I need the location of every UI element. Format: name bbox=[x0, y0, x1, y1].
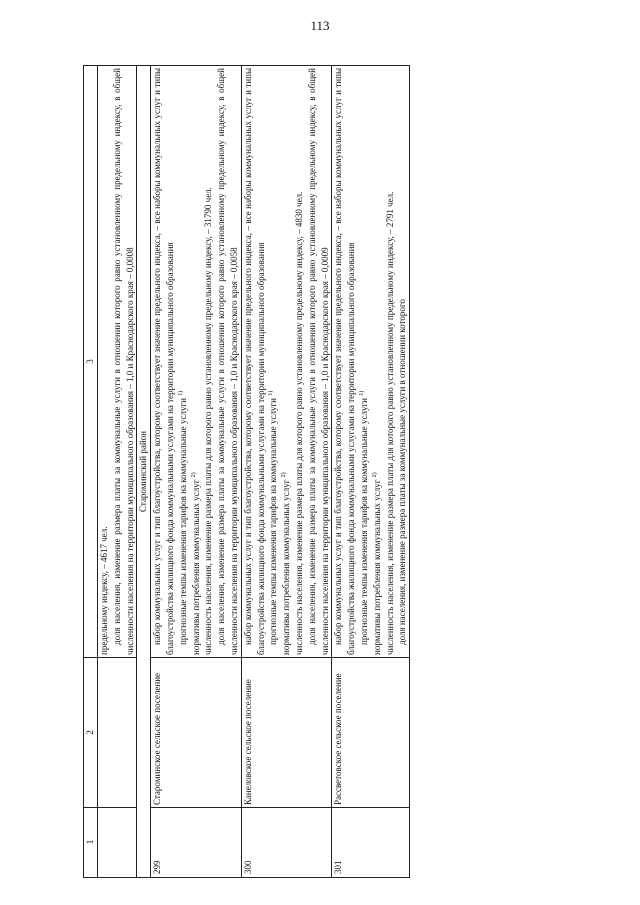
footnote-mark: 2) bbox=[190, 472, 197, 478]
page-number: 113 bbox=[310, 18, 330, 33]
footnote-mark: 2) bbox=[281, 472, 288, 478]
region-heading: Староминский район bbox=[137, 66, 151, 878]
settlement-name: Канеловское сельское поселение bbox=[241, 658, 332, 808]
row-number: 299 bbox=[151, 808, 242, 878]
population-text: численность населения, изменение размера платы для которого равно установленному предельному индексу, – 31790 чел. bbox=[203, 187, 214, 655]
consumption-norms-text: нормативы потребления коммунальных услуг $^{2)}$ bbox=[371, 472, 382, 655]
service-set-text: набор коммунальных услуг и тип благоустройства, которому соответствует значение предельного индекса, – все наборы коммунальных услуг и типы благоустройства жилищного фонда коммунальными услугами на территории муниципального образования bbox=[242, 68, 266, 655]
population-share-text: доля населения, изменение размера платы за коммунальные услуги в отношении которого bbox=[397, 299, 408, 645]
settlement-name: Рассветовское сельское поселение bbox=[332, 658, 410, 808]
footnote-mark: 1) bbox=[268, 390, 275, 396]
row-description bbox=[241, 66, 332, 658]
table-header-row bbox=[84, 66, 98, 878]
table-row bbox=[241, 66, 332, 878]
tariff-forecast-text: прогнозные темпы изменения тарифов на коммунальные услуги $^{1)}$ bbox=[358, 390, 369, 645]
tariff-forecast-text: прогнозные темпы изменения тарифов на коммунальные услуги $^{1)}$ bbox=[177, 390, 188, 645]
rotated-table-container bbox=[83, 66, 640, 878]
table-row bbox=[151, 66, 242, 878]
service-set-text: набор коммунальных услуг и тип благоустройства, которому соответствует значение предельного индекса, – все наборы коммунальных услуг и типы благоустройства жилищного фонда коммунальными услугами на территории муниципального образования bbox=[152, 68, 175, 655]
row-description bbox=[151, 66, 242, 658]
row-number: 301 bbox=[332, 808, 410, 878]
settlement-name: Староминское сельское поселение bbox=[151, 658, 242, 808]
region-row bbox=[137, 66, 151, 878]
continuation-line: предельному индексу, – 4617 чел. bbox=[99, 526, 109, 655]
consumption-norms-text: нормативы потребления коммунальных услуг $^{2)}$ bbox=[281, 472, 292, 655]
tariff-forecast-text: прогнозные темпы изменения тарифов на коммунальные услуги $^{1)}$ bbox=[268, 390, 279, 645]
row-description bbox=[332, 66, 410, 658]
continuation-line: доля населения, изменение размера платы за коммунальные услуги в отношении которого равно установленному предельному индексу, в общей численности населения на территории муниципального образования – 1,0 и Краснодарского края – 0,0008 bbox=[111, 68, 135, 655]
footnote-mark: 1) bbox=[177, 390, 184, 396]
continuation-row bbox=[98, 66, 137, 878]
header-col-1: 1 bbox=[84, 808, 98, 878]
row-number: 300 bbox=[241, 808, 332, 878]
population-share-text: доля населения, изменение размера платы за коммунальные услуги в отношении которого равно установленному предельному индексу, в общей численности населения на территории муниципального образования – 1,0 и Краснодарского края – 0,0009 bbox=[306, 68, 330, 655]
header-col-2: 2 bbox=[84, 658, 98, 808]
consumption-norms-text: нормативы потребления коммунальных услуг $^{2)}$ bbox=[190, 472, 201, 655]
population-share-text: доля населения, изменение размера платы за коммунальные услуги в отношении которого равно установленному предельному индексу, в общей численности населения на территории муниципального образования – 1,0 и Краснодарского края – 0,0058 bbox=[216, 68, 239, 655]
tariff-index-table bbox=[83, 65, 410, 878]
population-text: численность населения, изменение размера платы для которого равно установленному предельному индексу, – 4830 чел. bbox=[293, 191, 304, 655]
footnote-mark: 1) bbox=[358, 390, 365, 396]
header-col-3: 3 bbox=[84, 66, 98, 658]
footnote-mark: 2) bbox=[371, 472, 378, 478]
table-row bbox=[332, 66, 410, 878]
population-text: численность населения, изменение размера платы для которого равно установленному предельному индексу, – 2791 чел. bbox=[384, 191, 395, 655]
service-set-text: набор коммунальных услуг и тип благоустройства, которому соответствует значение предельного индекса, – все наборы коммунальных услуг и типы благоустройства жилищного фонда коммунальными услугами на территории муниципального образования bbox=[333, 68, 357, 655]
